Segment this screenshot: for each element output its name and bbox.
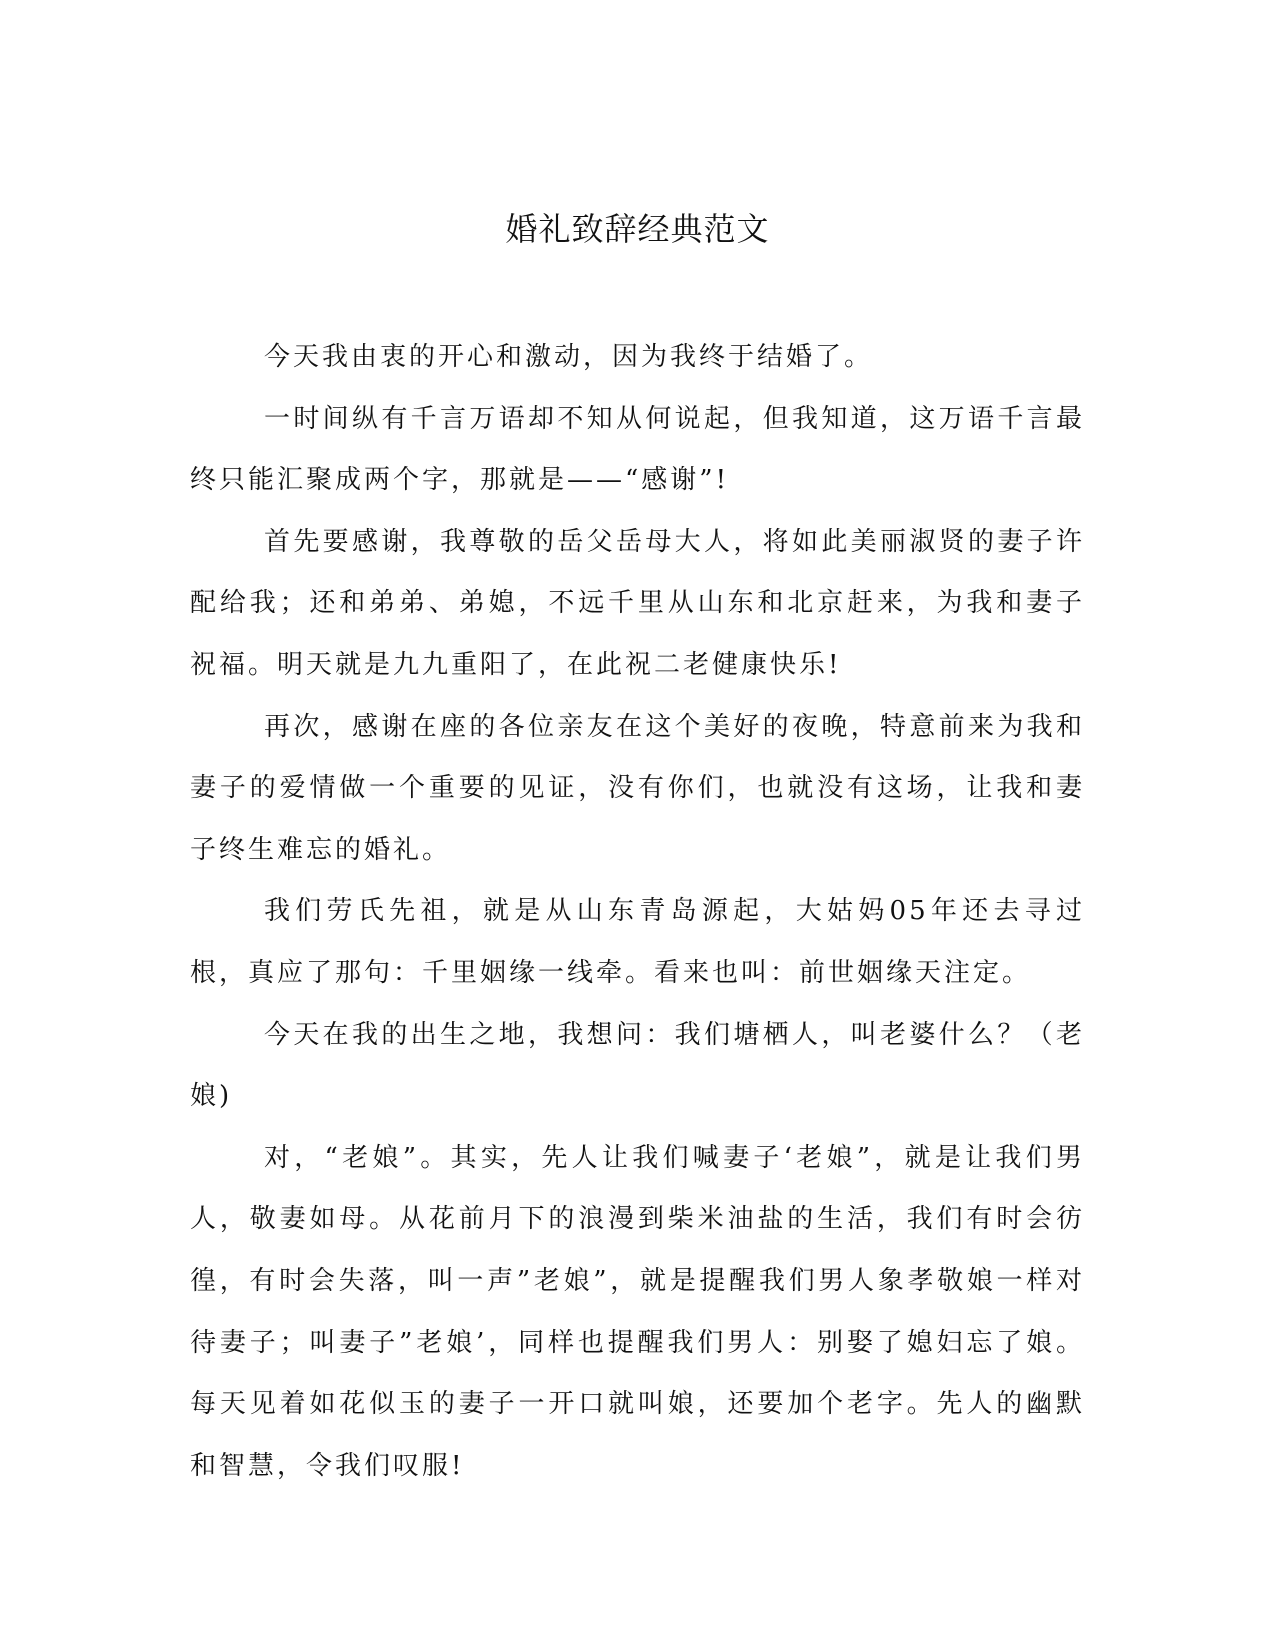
paragraph: 对，“老娘”。其实，先人让我们喊妻子‘老娘”，就是让我们男人，敬妻如母。从花前月下的浪漫到柴米油盐的生活，我们有时会彷徨，有时会失落，叫一声”老娘”，就是提醒我们男人象孝敬娘一样对待妻子；叫妻子”老娘’，同样也提醒我们男人：别娶了媳妇忘了娘。每天见着如花似玉的妻子一开口就叫娘，还要加个老字。先人的幽默和智慧，令我们叹服! <box>190 1142 1085 1481</box>
paragraph: 再次，感谢在座的各位亲友在这个美好的夜晚，特意前来为我和妻子的爱情做一个重要的见证，没有你们，也就没有这场，让我和妻子终生难忘的婚礼。 <box>190 711 1085 865</box>
document-body <box>190 327 1085 1497</box>
paragraph: 首先要感谢，我尊敬的岳父岳母大人，将如此美丽淑贤的妻子许配给我；还和弟弟、弟媳，不远千里从山东和北京赶来，为我和妻子祝福。明天就是九九重阳了，在此祝二老健康快乐! <box>190 526 1085 680</box>
document-title: 婚礼致辞经典范文 <box>505 210 770 248</box>
paragraph: 我们劳氏先祖，就是从山东青岛源起，大姑妈05年还去寻过根，真应了那句：千里姻缘一线牵。看来也叫：前世姻缘天注定。 <box>190 896 1085 988</box>
paragraph: 一时间纵有千言万语却不知从何说起，但我知道，这万语千言最终只能汇聚成两个字，那就是——“感谢”! <box>190 403 1085 496</box>
paragraph: 今天我由衷的开心和激动，因为我终于结婚了。 <box>264 342 874 372</box>
paragraph: 今天在我的出生之地，我想问：我们塘栖人，叫老婆什么？（老娘) <box>190 1019 1085 1112</box>
